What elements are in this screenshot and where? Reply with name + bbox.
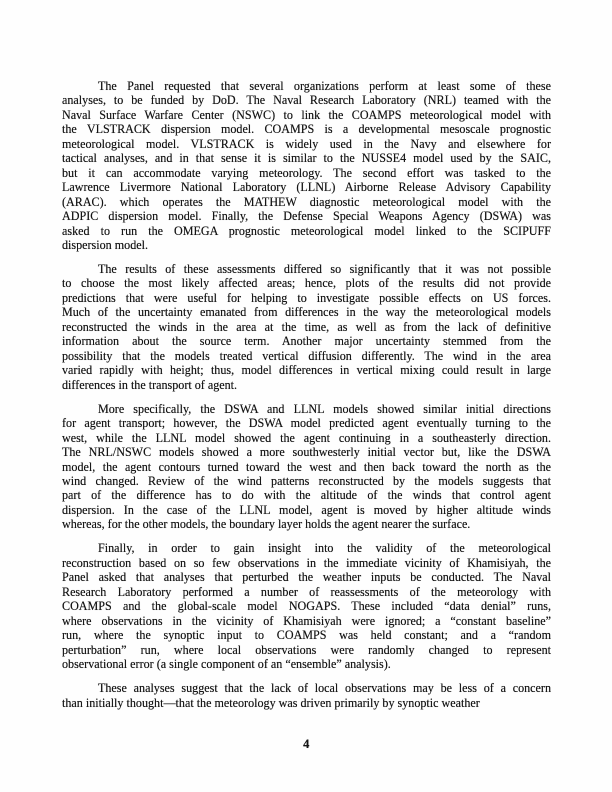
text-line: ADPIC dispersion model. Finally, the Defense Special Weapons Agency (DSWA) was — [62, 209, 551, 224]
paragraph-2 — [62, 262, 551, 392]
text-line: tactical analyses, and in that sense it is similar to the NUSSE4 model used by the SAIC, — [62, 151, 551, 166]
text-line: predictions that were useful for helping to investigate possible effects on US forces. — [62, 290, 551, 305]
paragraph-4 — [62, 541, 551, 671]
text-line: dispersion model. — [62, 237, 148, 252]
text-line: differences in the transport of agent. — [62, 377, 238, 392]
text-line: where observations in the vicinity of Khamisiyah were ignored; a “constant baseline” — [62, 613, 551, 628]
text-line: for agent transport; however, the DSWA model predicted agent eventually turning to the — [62, 416, 551, 431]
text-line: These analyses suggest that the lack of local observations may be less of a concern — [98, 681, 551, 696]
text-line: Finally, in order to gain insight into the validity of the meteorological — [98, 541, 551, 556]
text-line: than initially thought—that the meteorology was driven primarily by synoptic weather — [62, 695, 480, 710]
text-line: Panel asked that analyses that perturbed the weather inputs be conducted. The Naval — [62, 570, 551, 585]
text-line: The results of these assessments differed so significantly that it was not possible — [98, 262, 551, 277]
text-line: Much of the uncertainty emanated from differences in the way the meteorological models — [62, 305, 551, 320]
text-line: part of the difference has to do with the altitude of the winds that control agent — [62, 488, 551, 503]
text-line: to choose the most likely affected areas; hence, plots of the results did not provide — [62, 276, 551, 291]
text-line: whereas, for the other models, the boundary layer holds the agent nearer the surface. — [62, 517, 471, 532]
text-line: dispersion. In the case of the LLNL model, agent is moved by higher altitude winds — [62, 502, 551, 517]
page-number: 4 — [303, 737, 310, 751]
text-line: Lawrence Livermore National Laboratory (LLNL) Airborne Release Advisory Capability — [62, 180, 551, 195]
text-line: model, the agent contours turned toward the west and then back toward the north as the — [62, 459, 551, 474]
text-line: Naval Surface Warfare Center (NSWC) to link the COAMPS meteorological model with — [62, 107, 551, 122]
text-line: wind changed. Review of the wind patterns reconstructed by the models suggests that — [62, 473, 551, 488]
text-line: information about the source term. Another major uncertainty stemmed from the — [62, 334, 551, 349]
text-line: analyses, to be funded by DoD. The Naval Research Laboratory (NRL) teamed with the — [62, 93, 551, 108]
text-line: but it can accommodate varying meteorology. The second effort was tasked to the — [62, 165, 551, 180]
paragraph-5 — [62, 681, 551, 710]
text-line: possibility that the models treated vertical diffusion differently. The wind in the area — [62, 348, 551, 363]
text-line: COAMPS and the global-scale model NOGAPS. These included “data denial” runs, — [62, 599, 551, 614]
text-line: Research Laboratory performed a number of reassessments of the meteorology with — [62, 584, 551, 599]
text-line: asked to run the OMEGA prognostic meteorological model linked to the SCIPUFF — [62, 223, 551, 238]
text-line: More specifically, the DSWA and LLNL models showed similar initial directions — [98, 401, 551, 416]
text-line: The NRL/NSWC models showed a more southwesterly initial vector but, like the DSWA — [62, 445, 551, 460]
text-line: perturbation” run, where local observations were randomly changed to represent — [62, 642, 551, 657]
text-line: west, while the LLNL model showed the agent continuing in a southeasterly direction. — [62, 430, 551, 445]
text-line: The Panel requested that several organizations perform at least some of these — [98, 79, 551, 93]
text-line: (ARAC). which operates the MATHEW diagnostic meteorological model with the — [62, 194, 551, 209]
paragraph-3 — [62, 402, 551, 532]
text-line: run, where the synoptic input to COAMPS was held constant; and a “random — [62, 628, 551, 643]
text-line: reconstructed the winds in the area at the time, as well as from the lack of definitive — [62, 319, 551, 334]
text-line: the VLSTRACK dispersion model. COAMPS is a developmental mesoscale prognostic — [62, 122, 551, 137]
text-line: observational error (a single component of an “ensemble” analysis). — [62, 657, 391, 671]
text-line: meteorological model. VLSTRACK is widely used in the Navy and elsewhere for — [62, 136, 551, 151]
text-line: reconstruction based on so few observations in the immediate vicinity of Khamisiyah, the — [62, 555, 551, 570]
text-line: varied rapidly with height; thus, model differences in vertical mixing could result in large — [62, 363, 551, 378]
paragraph-1 — [62, 79, 551, 252]
body-text — [62, 79, 551, 720]
